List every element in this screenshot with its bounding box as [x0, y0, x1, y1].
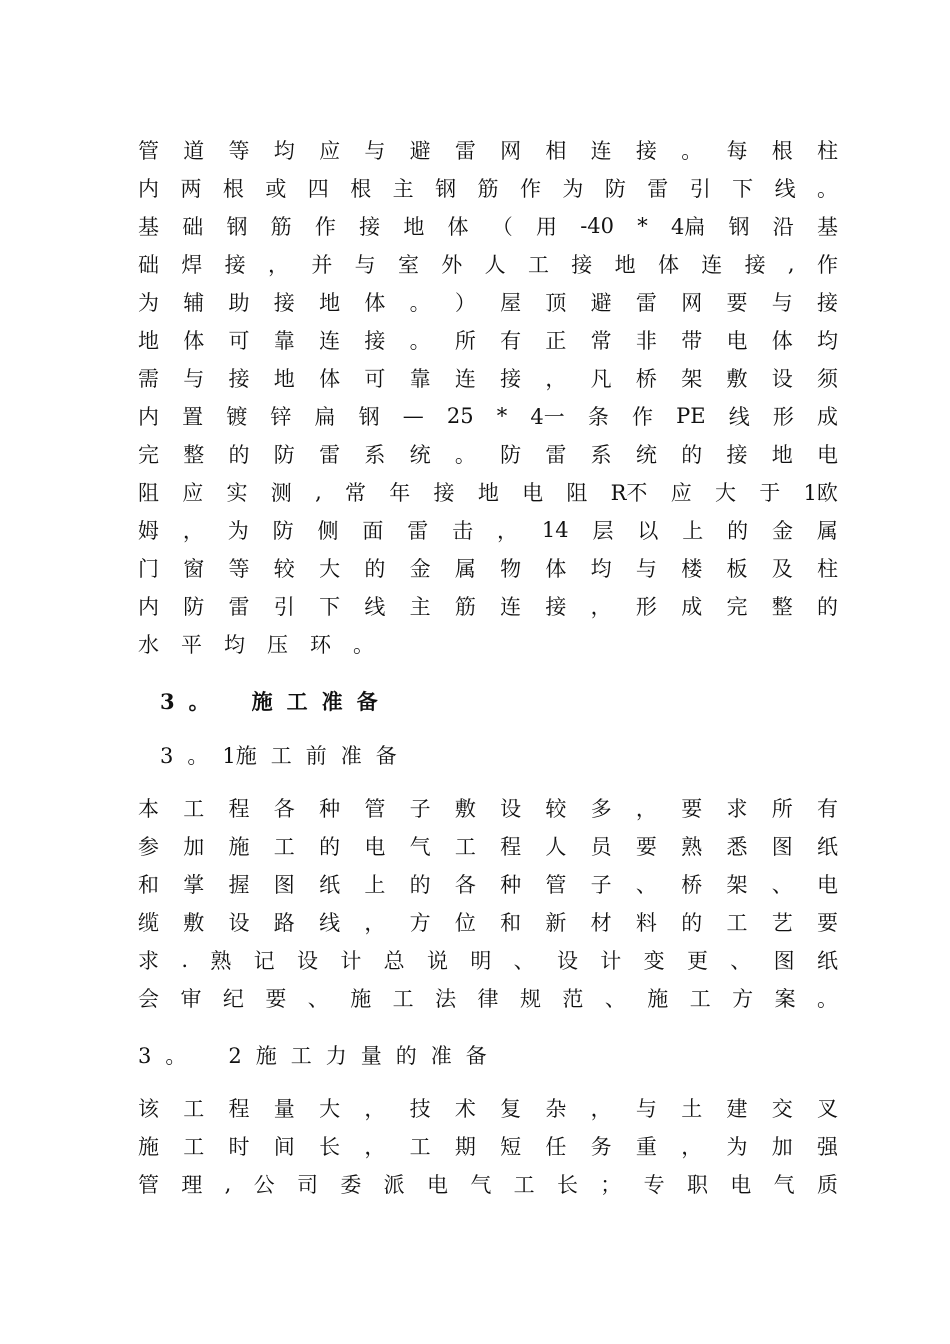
text-line: 门 窗 等 较 大 的 金 属 物 体 均 与 楼 板 及 柱: [138, 557, 838, 581]
text-line: 会 审 纪 要 、 施 工 法 律 规 范 、 施 工 方 案 。: [138, 987, 838, 1011]
text-line: 为 辅 助 接 地 体 。 ） 屋 顶 避 雷 网 要 与 接: [138, 291, 838, 315]
text-line: 和 掌 握 图 纸 上 的 各 种 管 子 、 桥 架 、 电: [138, 873, 838, 897]
subsection-heading-3-1: 3 。 1施 工 前 准 备: [160, 744, 397, 768]
section-heading-3: 3 。 施 工 准 备: [160, 689, 378, 714]
text-line: 阻 应 实 测 , 常 年 接 地 电 阻 R不 应 大 于 1欧: [138, 480, 838, 505]
text-line: 姆 ， 为 防 侧 面 雷 击 ， 14 层 以 上 的 金 属: [138, 518, 838, 543]
text-line: 管 道 等 均 应 与 避 雷 网 相 连 接 。 每 根 柱: [138, 139, 838, 163]
text-line: 本 工 程 各 种 管 子 敷 设 较 多 ， 要 求 所 有: [138, 797, 838, 821]
text-line: 管 理 , 公 司 委 派 电 气 工 长 ； 专 职 电 气 质: [138, 1172, 838, 1197]
text-line: 地 体 可 靠 连 接 。 所 有 正 常 非 带 电 体 均: [138, 329, 838, 353]
text-line: 该 工 程 量 大 ， 技 术 复 杂 ， 与 土 建 交 叉: [138, 1097, 838, 1121]
paragraph-workforce: [138, 1089, 838, 1203]
text-line: 内 防 雷 引 下 线 主 筋 连 接 ， 形 成 完 整 的: [138, 595, 838, 619]
text-line: 需 与 接 地 体 可 靠 连 接 ， 凡 桥 架 敷 设 须: [138, 367, 838, 391]
text-line: 础 焊 接 ， 并 与 室 外 人 工 接 地 体 连 接 , 作: [138, 252, 838, 277]
text-line: 内 两 根 或 四 根 主 钢 筋 作 为 防 雷 引 下 线 。: [138, 177, 838, 201]
text-line: 水 平 均 压 环 。: [138, 633, 374, 657]
text-line: 基 础 钢 筋 作 接 地 体 （ 用 -40 * 4扁 钢 沿 基: [138, 214, 838, 239]
subsection-heading-3-2: 3 。 2 施 工 力 量 的 准 备: [138, 1044, 487, 1068]
paragraph-pre-construction: [138, 789, 838, 1017]
text-line: 缆 敷 设 路 线 ， 方 位 和 新 材 料 的 工 艺 要: [138, 911, 838, 935]
text-line: 参 加 施 工 的 电 气 工 程 人 员 要 熟 悉 图 纸: [138, 835, 838, 859]
text-line: 施 工 时 间 长 ， 工 期 短 任 务 重 ， 为 加 强: [138, 1135, 838, 1159]
text-line: 内 置 镀 锌 扁 钢 — 25 * 4一 条 作 PE 线 形 成: [138, 404, 838, 429]
paragraph-lightning-protection: [138, 131, 838, 663]
text-line: 完 整 的 防 雷 系 统 。 防 雷 系 统 的 接 地 电: [138, 443, 838, 467]
text-line: 求 . 熟 记 设 计 总 说 明 、 设 计 变 更 、 图 纸: [138, 948, 838, 973]
